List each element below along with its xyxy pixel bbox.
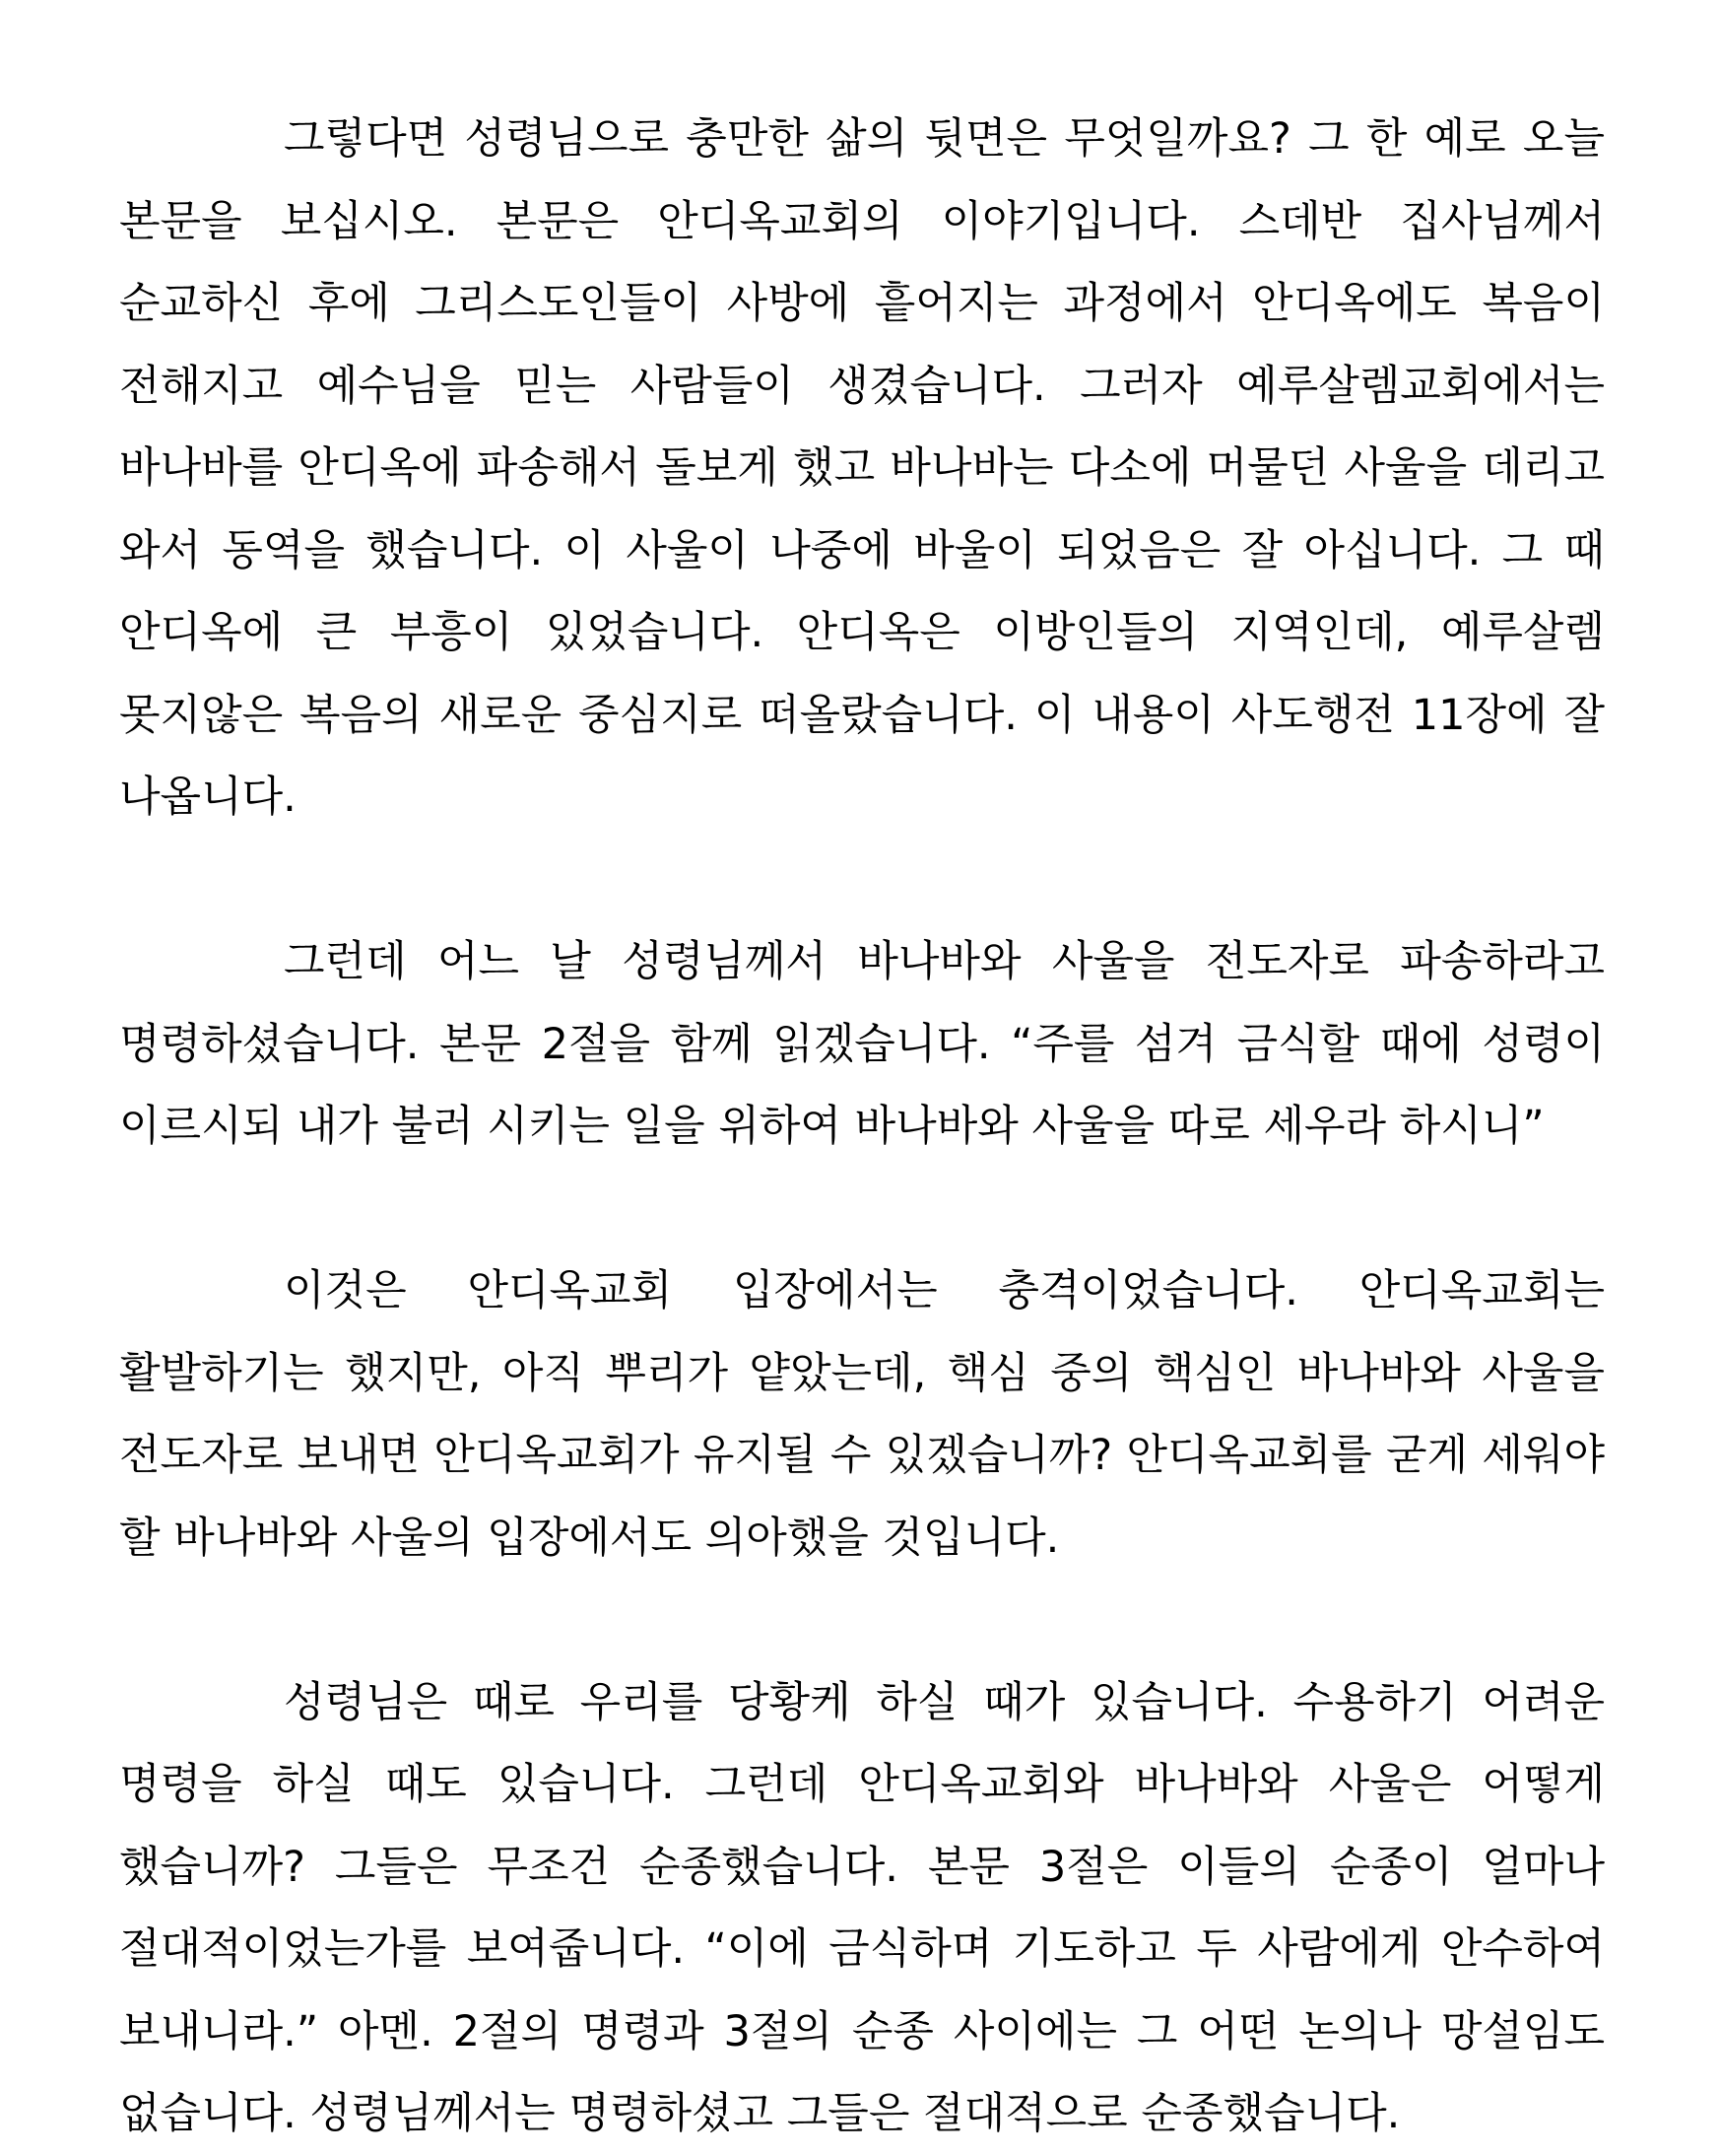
paragraph-4: 성령님은 때로 우리를 당황케 하실 때가 있습니다. 수용하기 어려운 명령을 하실 때도 있습니다. 그런데 안디옥교회와 바나바와 사울은 어떻게 했습니까? 그들은 무조건 순종했습니다. 본문 3절은 이들의 순종이 얼마나 절대적이었는가를 보여줍니다. “이에 금식하며 기도하고 두 사람에게 안수하여 보내니라.” 아멘. 2절의 명령과 3절의 순종 사이에는 그 어떤 논의나 망설임도 없습니다. 성령님께서는 명령하셨고 그들은 절대적으로 순종했습니다. [119,1677,1605,2138]
paragraph-3: 이것은 안디옥교회 입장에서는 충격이었습니다. 안디옥교회는 활발하기는 했지만, 아직 뿌리가 얕았는데, 핵심 중의 핵심인 바나바와 사울을 전도자로 보내면 안디옥교회가 유지될 수 있겠습니까? 안디옥교회를 굳게 세워야 할 바나바와 사울의 입장에서도 의아했을 것입니다. [119,1266,1605,1563]
paragraph-2: 그런데 어느 날 성령님께서 바나바와 사울을 전도자로 파송하라고 명령하셨습니다. 본문 2절을 함께 읽겠습니다. “주를 섬겨 금식할 때에 성령이 이르시되 내가 불러 시키는 일을 위하여 바나바와 사울을 따로 세우라 하시니” [119,937,1605,1151]
document-page [119,99,1605,2156]
paragraph-1: 그렇다면 성령님으로 충만한 삶의 뒷면은 무엇일까요? 그 한 예로 오늘 본문을 보십시오. 본문은 안디옥교회의 이야기입니다. 스데반 집사님께서 순교하신 후에 그리스도인들이 사방에 흩어지는 과정에서 안디옥에도 복음이 전해지고 예수님을 믿는 사람들이 생겼습니다. 그러자 예루살렘교회에서는 바나바를 안디옥에 파송해서 돌보게 했고 바나바는 다소에 머물던 사울을 데리고 와서 동역을 했습니다. 이 사울이 나중에 바울이 되었음은 잘 아십니다. 그 때 안디옥에 큰 부흥이 있었습니다. 안디옥은 이방인들의 지역인데, 예루살렘 못지않은 복음의 새로운 중심지로 떠올랐습니다. 이 내용이 사도행전 11장에 잘 나옵니다. [119,114,1605,822]
